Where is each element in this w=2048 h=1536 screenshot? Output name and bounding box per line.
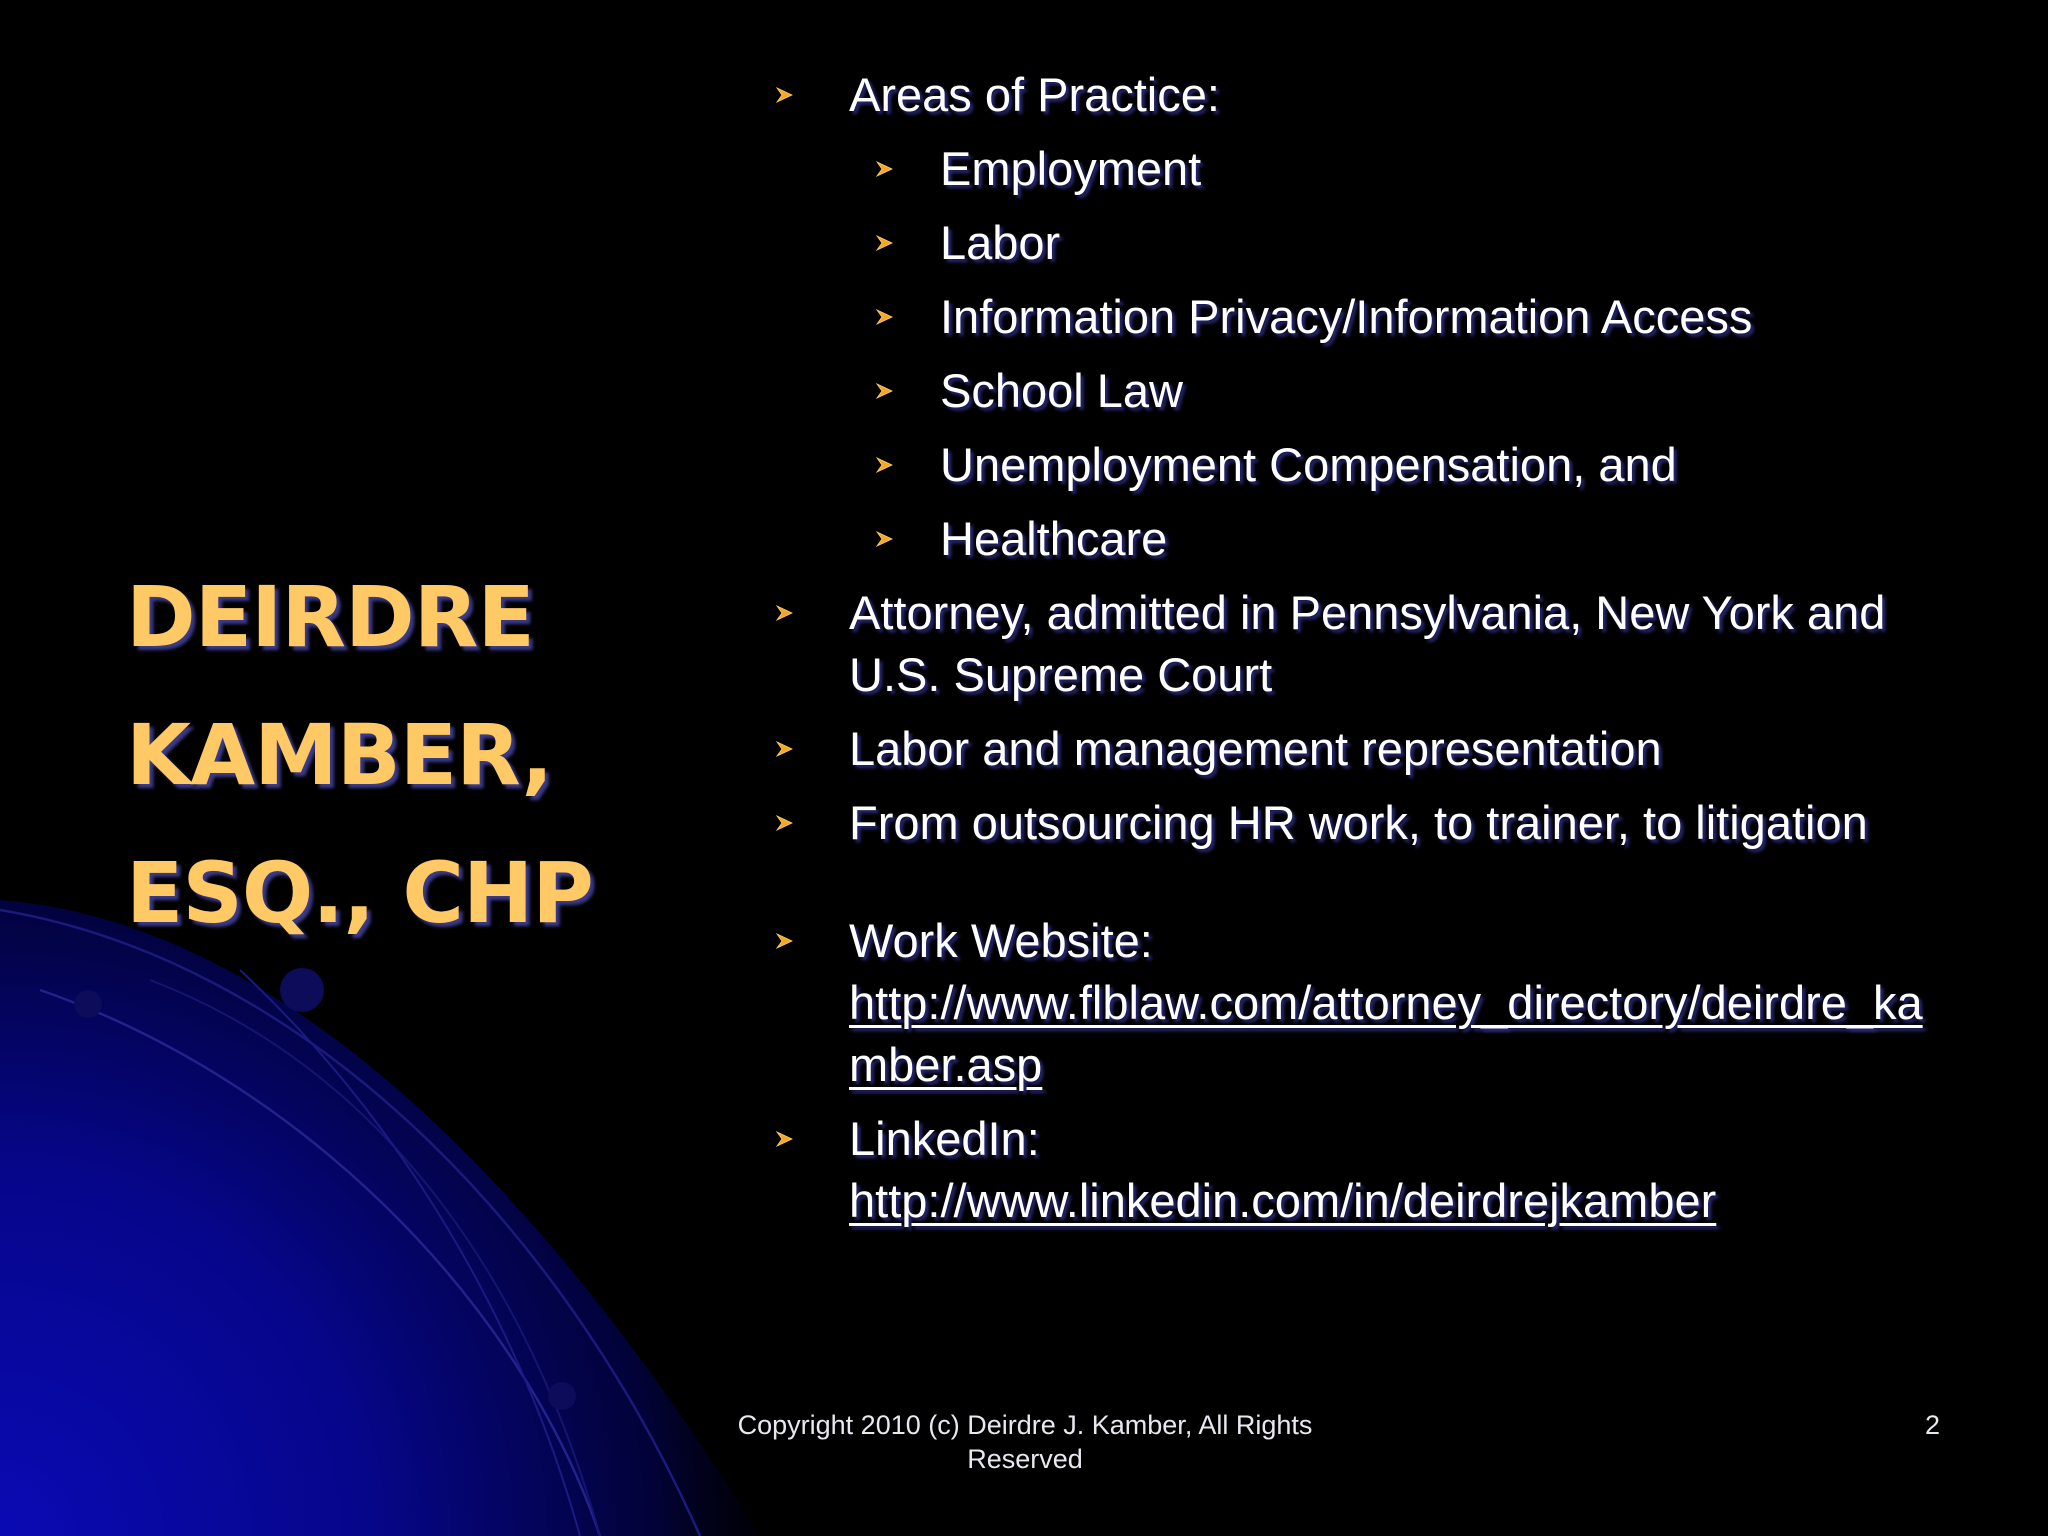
arrow-bullet-icon: [874, 212, 898, 274]
bullet-work-website: [760, 910, 1960, 1096]
bullet-text: Unemployment Compensation, and: [940, 438, 1677, 491]
bullet-representation: [760, 718, 1960, 780]
bullet-attorney: [760, 582, 1960, 706]
arrow-bullet-icon: [774, 792, 798, 854]
bullet-text: Attorney, admitted in Pennsylvania, New York and U.S. Supreme Court: [849, 586, 1886, 701]
arrow-bullet-icon: [874, 508, 898, 570]
bullet-areas-of-practice: [760, 64, 1960, 126]
sub-bullet-labor: [760, 212, 1960, 274]
arrow-bullet-icon: [874, 286, 898, 348]
bullet-text: Work Website:: [849, 914, 1153, 967]
sub-bullet-information-privacy: [760, 286, 1960, 348]
page-number: 2: [1924, 1410, 1940, 1440]
bullet-list: [760, 64, 1960, 1244]
slide-title: [126, 548, 686, 962]
bullet-text: Areas of Practice:: [849, 68, 1220, 121]
title-line: ESQ., CHP: [126, 844, 593, 942]
bullet-outsourcing: [760, 792, 1960, 854]
sub-bullet-unemployment-compensation: [760, 434, 1960, 496]
arrow-bullet-icon: [874, 138, 898, 200]
title-line: KAMBER,: [126, 706, 553, 804]
decorative-dot: [74, 990, 102, 1018]
bullet-text: Labor and management representation: [849, 722, 1662, 775]
bullet-text: School Law: [940, 364, 1183, 417]
sub-bullet-school-law: [760, 360, 1960, 422]
arrow-bullet-icon: [774, 1108, 798, 1170]
arrow-bullet-icon: [874, 434, 898, 496]
arrow-bullet-icon: [774, 910, 798, 972]
bullet-text: Information Privacy/Information Access: [940, 290, 1753, 343]
spacer: [760, 866, 1960, 910]
footer-copyright: Copyright 2010 (c) Deirdre J. Kamber, All Rights Reserved: [737, 1410, 1313, 1474]
decorative-dot: [548, 1382, 576, 1410]
title-line: DEIRDRE: [126, 568, 534, 666]
sub-bullet-healthcare: [760, 508, 1960, 570]
bullet-text: Healthcare: [940, 512, 1168, 565]
bullet-text: Employment: [940, 142, 1202, 195]
bullet-text: From outsourcing HR work, to trainer, to litigation: [849, 796, 1868, 849]
arrow-bullet-icon: [874, 360, 898, 422]
bullet-text: Labor: [940, 216, 1061, 269]
arrow-bullet-icon: [774, 64, 798, 126]
work-website-link[interactable]: http://www.flblaw.com/attorney_directory/deirdre_kamber.asp: [849, 976, 1923, 1091]
arrow-bullet-icon: [774, 718, 798, 780]
decorative-dot: [280, 968, 324, 1012]
bullet-linkedin: [760, 1108, 1960, 1232]
bullet-text: LinkedIn:: [849, 1112, 1040, 1165]
sub-bullet-employment: [760, 138, 1960, 200]
arrow-bullet-icon: [774, 582, 798, 644]
linkedin-link[interactable]: http://www.linkedin.com/in/deirdrejkamber: [849, 1174, 1717, 1227]
